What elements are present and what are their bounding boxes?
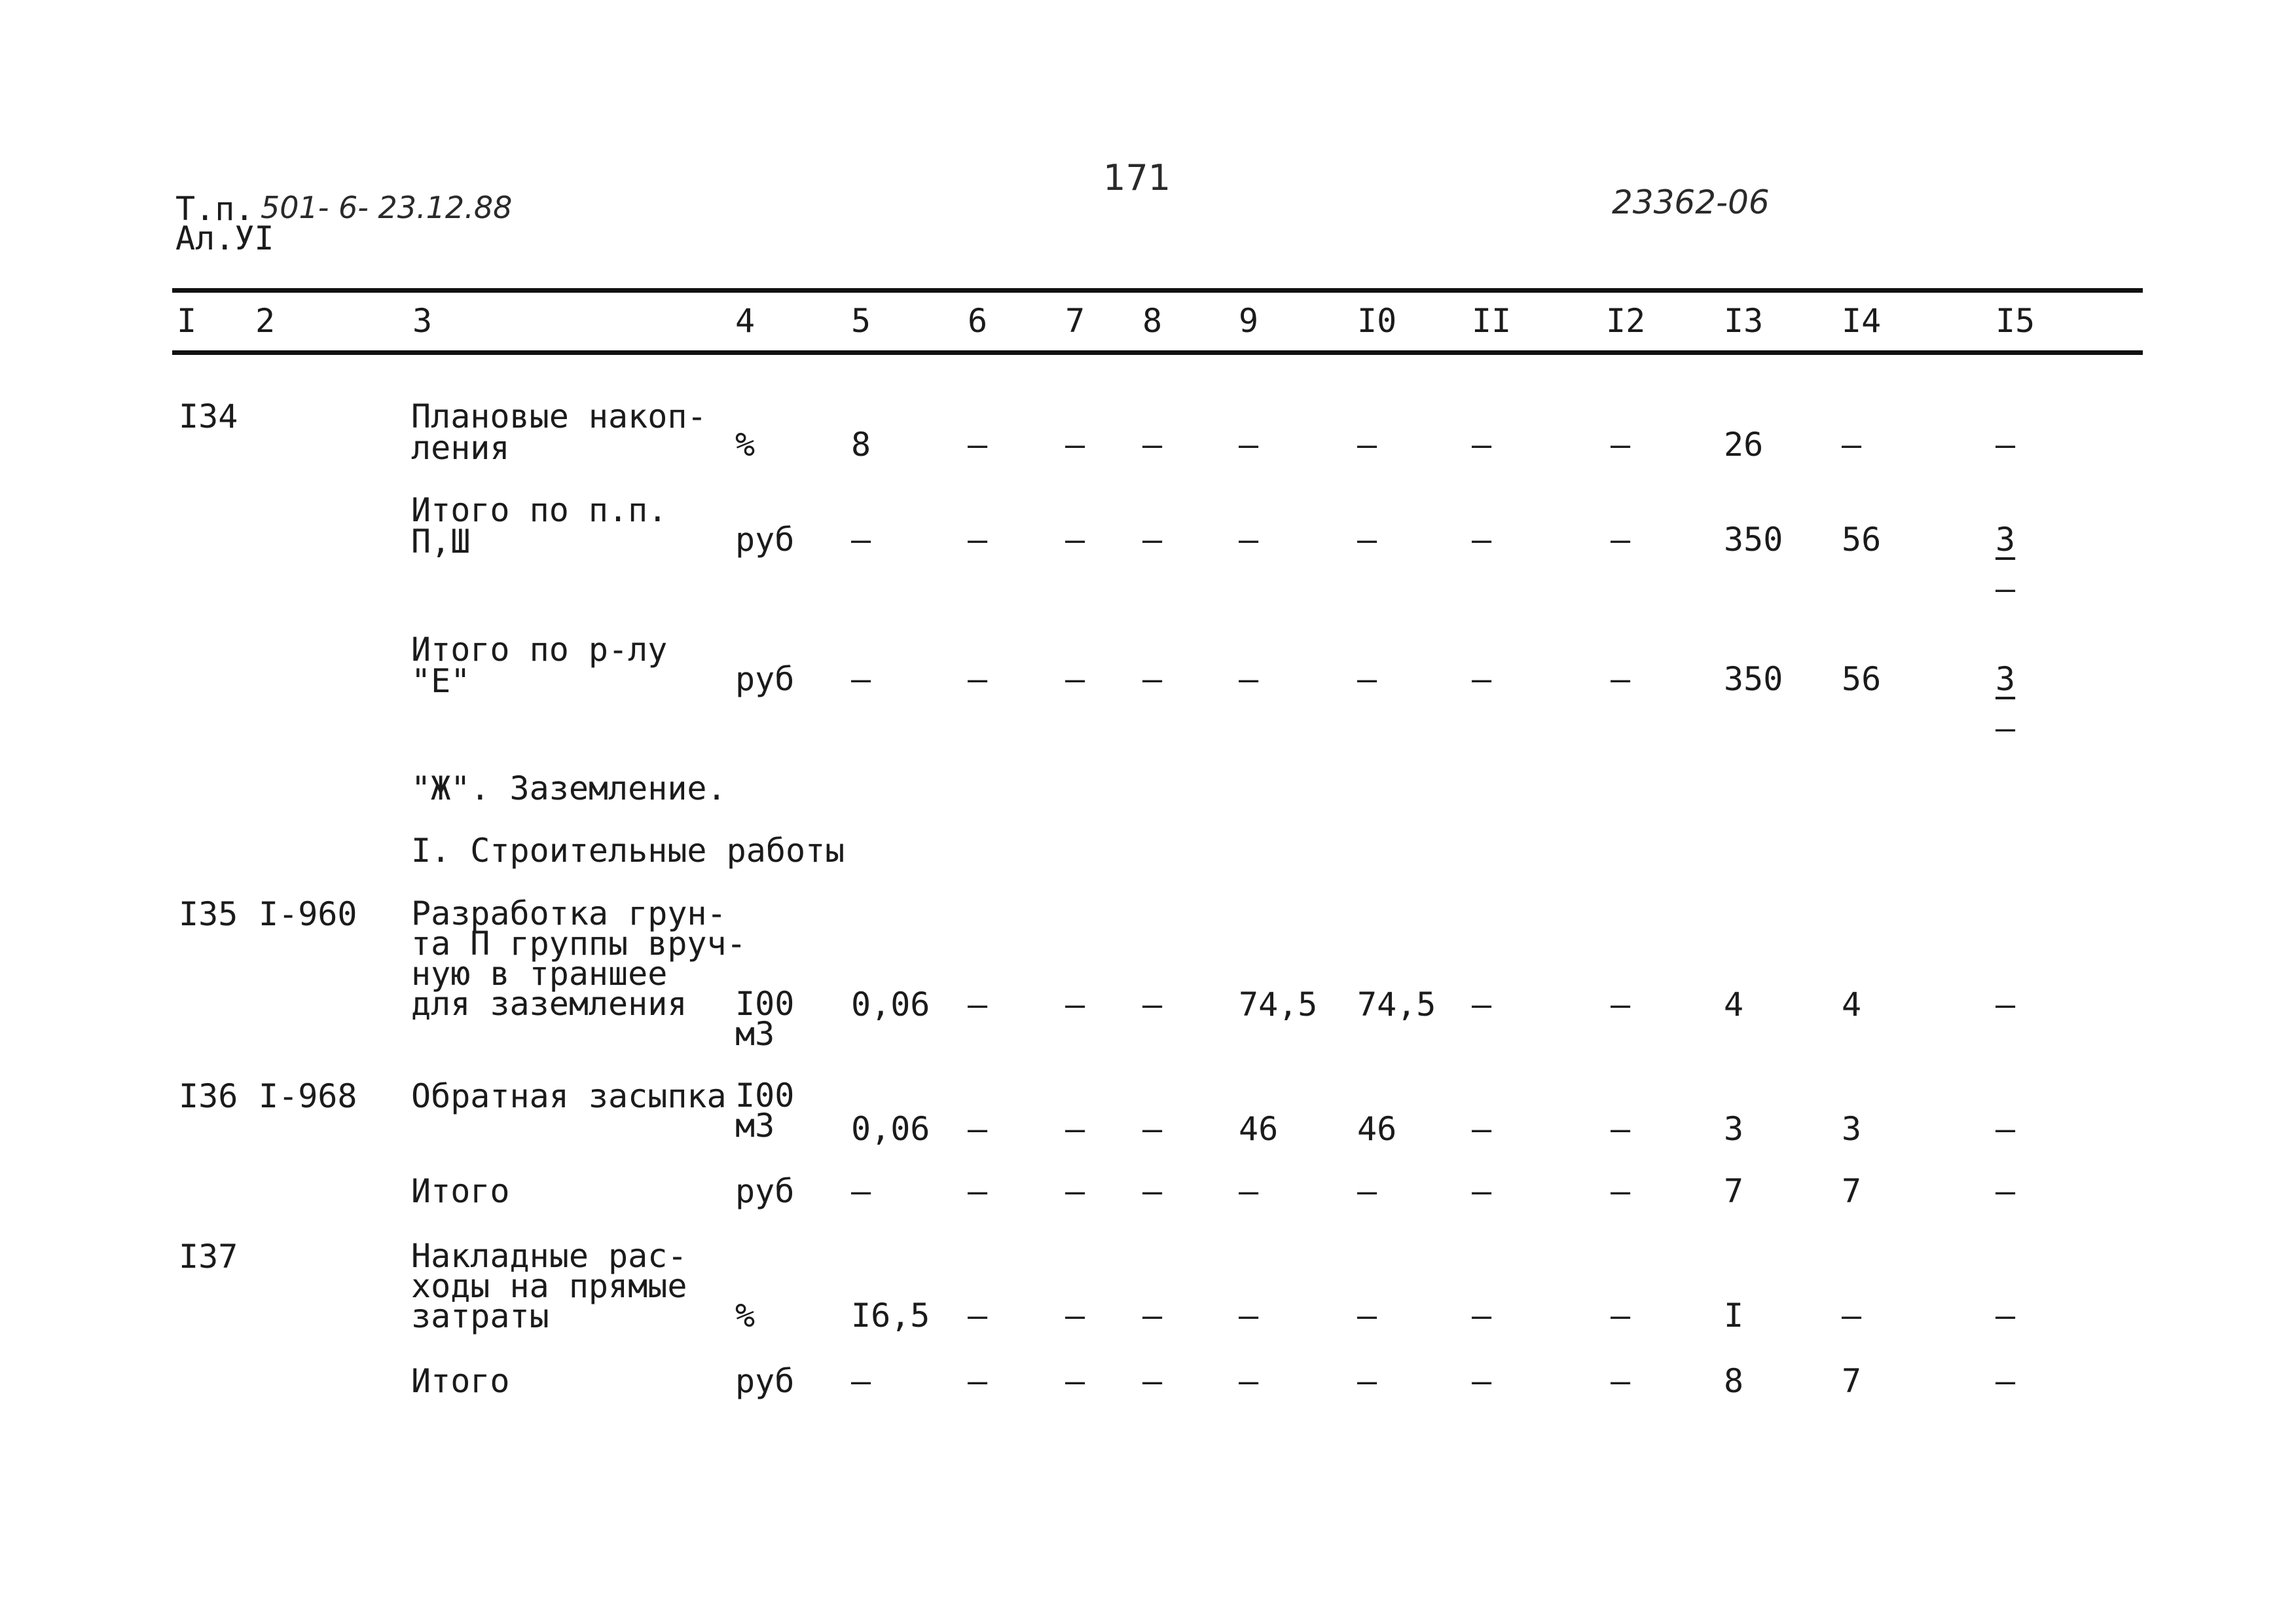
row-col12: – <box>1611 660 1631 698</box>
row-col10: – <box>1357 1297 1377 1335</box>
subsection-heading: I. Строительные работы <box>411 832 845 870</box>
col-header-4: 4 <box>735 302 756 340</box>
row-col10: – <box>1357 660 1377 698</box>
row-col15: – <box>1995 426 2016 464</box>
row-col7: – <box>1065 521 1085 559</box>
row-norm-code: I-968 <box>259 1077 357 1115</box>
row-number: I37 <box>179 1238 238 1276</box>
row-col5: I6,5 <box>851 1297 930 1335</box>
row-number: I35 <box>179 895 238 933</box>
row-col10: – <box>1357 426 1377 464</box>
col-header-7: 7 <box>1065 302 1085 340</box>
col-header-9: 9 <box>1239 302 1259 340</box>
row-col15-denominator: – <box>1995 570 2016 608</box>
row-col8: – <box>1142 660 1163 698</box>
row-col13: 350 <box>1724 660 1783 698</box>
row-col7: – <box>1065 1362 1085 1400</box>
row-col8: – <box>1142 521 1163 559</box>
row-col14: 56 <box>1842 660 1882 698</box>
row-col7: – <box>1065 426 1085 464</box>
row-col6: – <box>968 1172 988 1210</box>
row-col5: – <box>851 521 871 559</box>
row-col7: – <box>1065 1110 1085 1148</box>
row-description: Плановые накоп- ления <box>411 397 707 467</box>
row-col9: – <box>1239 426 1259 464</box>
col-header-10: I0 <box>1357 302 1397 340</box>
row-col13: 3 <box>1724 1110 1744 1148</box>
row-col13: 7 <box>1724 1172 1744 1210</box>
row-col5: – <box>851 660 871 698</box>
row-col10: – <box>1357 1172 1377 1210</box>
row-col14: – <box>1842 1297 1862 1335</box>
row-col14: 7 <box>1842 1362 1862 1400</box>
row-col15: 3 <box>1995 521 2016 559</box>
row-description: Итого <box>411 1362 510 1400</box>
row-col12: – <box>1611 986 1631 1024</box>
row-col6: – <box>968 1297 988 1335</box>
row-unit: I00 м3 <box>735 985 795 1053</box>
row-col12: – <box>1611 521 1631 559</box>
col-header-15: I5 <box>1995 302 2035 340</box>
row-col14: – <box>1842 426 1862 464</box>
row-col9: – <box>1239 1172 1259 1210</box>
row-col7: – <box>1065 1172 1085 1210</box>
row-col12: – <box>1611 1172 1631 1210</box>
row-description: Накладные рас- ходы на прямые затраты <box>411 1237 687 1335</box>
row-col12: – <box>1611 1110 1631 1148</box>
row-col5: – <box>851 1172 871 1210</box>
row-col7: – <box>1065 986 1085 1024</box>
row-description: Итого по р-лу "Е" <box>411 631 668 700</box>
row-norm-code: I-960 <box>259 895 357 933</box>
row-number: I34 <box>179 397 238 435</box>
row-col8: – <box>1142 986 1163 1024</box>
row-col15: – <box>1995 1362 2016 1400</box>
row-col15-denominator: – <box>1995 709 2016 747</box>
row-unit: руб <box>735 1172 795 1210</box>
row-col13: 26 <box>1724 426 1764 464</box>
row-col14: 4 <box>1842 986 1862 1024</box>
row-col11: – <box>1472 660 1492 698</box>
row-col15: – <box>1995 1297 2016 1335</box>
row-col10: 74,5 <box>1357 986 1436 1024</box>
doc-number-handwritten: 501- 6- 23.12.88 <box>261 190 513 225</box>
col-header-8: 8 <box>1142 302 1163 340</box>
row-col6: – <box>968 986 988 1024</box>
col-header-11: II <box>1472 302 1512 340</box>
row-description: Итого по п.п. П,Ш <box>411 491 668 561</box>
row-number: I36 <box>179 1077 238 1115</box>
row-unit: руб <box>735 1362 795 1400</box>
row-col12: – <box>1611 1297 1631 1335</box>
row-col7: – <box>1065 1297 1085 1335</box>
row-col11: – <box>1472 426 1492 464</box>
col-header-12: I2 <box>1606 302 1646 340</box>
row-col8: – <box>1142 1110 1163 1148</box>
album-label: Ал.УI <box>175 219 274 257</box>
row-col5: 0,06 <box>851 1110 930 1148</box>
row-unit: руб <box>735 521 795 559</box>
col-header-13: I3 <box>1724 302 1764 340</box>
row-col6: – <box>968 521 988 559</box>
page-number: 171 <box>1103 157 1171 198</box>
row-unit: % <box>735 1297 756 1335</box>
row-col6: – <box>968 660 988 698</box>
row-col9: 74,5 <box>1239 986 1318 1024</box>
row-col11: – <box>1472 1172 1492 1210</box>
row-col6: – <box>968 426 988 464</box>
archive-number: 23362-06 <box>1612 183 1770 221</box>
top-rule <box>172 288 2143 293</box>
row-col11: – <box>1472 1297 1492 1335</box>
row-description: Итого <box>411 1172 510 1210</box>
row-col6: – <box>968 1110 988 1148</box>
row-col9: 46 <box>1239 1110 1279 1148</box>
row-col8: – <box>1142 426 1163 464</box>
row-col9: – <box>1239 1362 1259 1400</box>
row-col14: 7 <box>1842 1172 1862 1210</box>
row-col15: – <box>1995 1172 2016 1210</box>
row-col9: – <box>1239 1297 1259 1335</box>
row-col14: 3 <box>1842 1110 1862 1148</box>
row-col5: 8 <box>851 426 871 464</box>
row-col15: – <box>1995 986 2016 1024</box>
row-col10: – <box>1357 521 1377 559</box>
row-col11: – <box>1472 1362 1492 1400</box>
doc-prefix: Т.п. <box>175 190 255 228</box>
row-col13: I <box>1724 1297 1744 1335</box>
row-col13: 350 <box>1724 521 1783 559</box>
header-bottom-rule <box>172 350 2143 355</box>
row-col12: – <box>1611 426 1631 464</box>
col-header-2: 2 <box>255 302 276 340</box>
row-col11: – <box>1472 1110 1492 1148</box>
row-col7: – <box>1065 660 1085 698</box>
row-col6: – <box>968 1362 988 1400</box>
row-col11: – <box>1472 986 1492 1024</box>
row-col8: – <box>1142 1362 1163 1400</box>
row-col8: – <box>1142 1297 1163 1335</box>
row-description: Разработка грун- та П группы вруч- ную в траншее для заземления <box>411 895 746 1023</box>
col-header-5: 5 <box>851 302 871 340</box>
row-unit: I00 м3 <box>735 1077 795 1145</box>
row-col8: – <box>1142 1172 1163 1210</box>
row-col9: – <box>1239 521 1259 559</box>
row-col10: 46 <box>1357 1110 1397 1148</box>
col-header-14: I4 <box>1842 302 1882 340</box>
col-header-1: I <box>177 302 197 340</box>
row-col9: – <box>1239 660 1259 698</box>
col-header-6: 6 <box>968 302 988 340</box>
row-description: Обратная засыпка <box>411 1077 727 1115</box>
row-col5: – <box>851 1362 871 1400</box>
section-heading: "Ж". Заземление. <box>411 769 727 807</box>
row-unit: руб <box>735 660 795 698</box>
row-col11: – <box>1472 521 1492 559</box>
row-col14: 56 <box>1842 521 1882 559</box>
row-col15: 3 <box>1995 660 2016 698</box>
row-col13: 8 <box>1724 1362 1744 1400</box>
col-header-3: 3 <box>412 302 433 340</box>
row-col5: 0,06 <box>851 986 930 1024</box>
row-col15: – <box>1995 1110 2016 1148</box>
row-col13: 4 <box>1724 986 1744 1024</box>
row-col10: – <box>1357 1362 1377 1400</box>
row-col12: – <box>1611 1362 1631 1400</box>
row-unit: % <box>735 426 756 464</box>
